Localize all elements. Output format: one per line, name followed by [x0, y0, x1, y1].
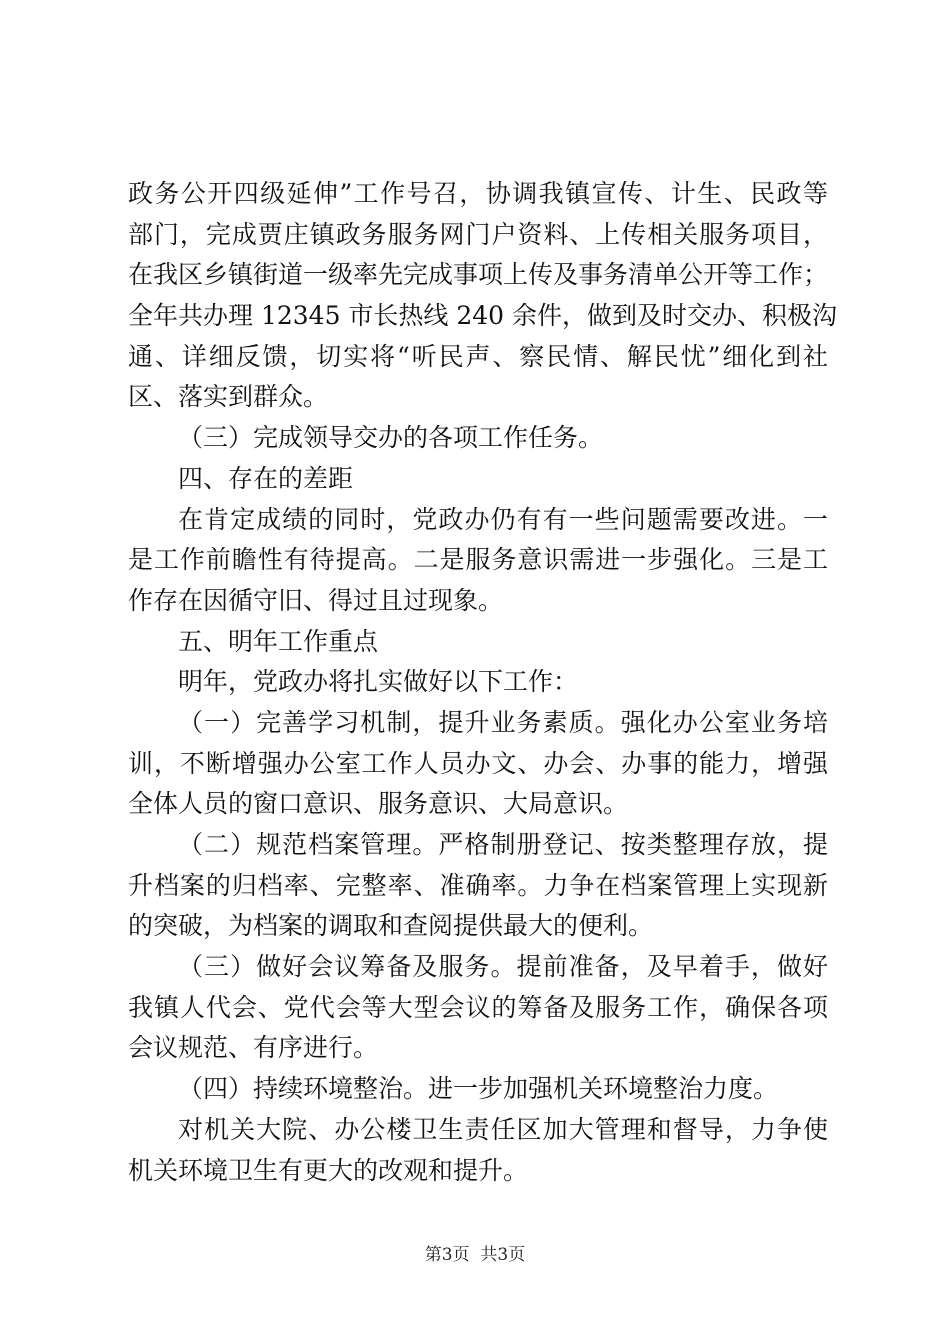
- text-line: 全年共办理 12345 市长热线 240 余件，做到及时交办、积极沟: [128, 301, 838, 331]
- text-line: 我镇人代会、党代会等大型会议的筹备及服务工作，确保各项: [128, 992, 828, 1022]
- text-line: （一）完善学习机制，提升业务素质。强化办公室业务培: [178, 707, 828, 737]
- text-line: 明年，党政办将扎实做好以下工作：: [178, 667, 579, 697]
- page-footer: 第3页 共3页: [424, 1245, 526, 1265]
- text-line: 在我区乡镇街道一级率先完成事项上传及事务清单公开等工作；: [128, 260, 829, 290]
- body-text: [128, 174, 838, 1191]
- text-line: （二）规范档案管理。严格制册登记、按类整理存放，提: [178, 830, 828, 859]
- text-line: 四、存在的差距: [178, 463, 354, 493]
- text-line: 对机关大院、办公楼卫生责任区加大管理和督导，力争使: [178, 1114, 828, 1144]
- text-line: 作存在因循守旧、得过且过现象。: [128, 585, 504, 615]
- text-line: 升档案的归档率、完整率、准确率。力争在档案管理上实现新: [128, 870, 828, 900]
- text-line: 部门，完成贾庄镇政务服务网门户资料、上传相关服务项目，: [128, 219, 828, 249]
- text-line: 的突破，为档案的调取和查阅提供最大的便利。: [128, 911, 654, 941]
- text-line: 在肯定成绩的同时，党政办仍有有一些问题需要改进。一: [178, 504, 828, 534]
- text-line: 全体人员的窗口意识、服务意识、大局意识。: [128, 789, 629, 819]
- text-line: 通、详细反馈，切实将“听民声、察民情、解民忧”细化到社: [128, 341, 828, 371]
- text-line: 区、落实到群众。: [128, 382, 329, 412]
- text-line: （三）做好会议筹备及服务。提前准备，及早着手，做好: [178, 952, 828, 982]
- text-line: 机关环境卫生有更大的改观和提升。: [128, 1155, 529, 1185]
- text-line: 五、明年工作重点: [178, 626, 379, 656]
- text-line: 是工作前瞻性有待提高。二是服务意识需进一步强化。三是工: [128, 545, 828, 575]
- text-line: （四）持续环境整治。进一步加强机关环境整治力度。: [178, 1074, 779, 1104]
- text-line: 政务公开四级延伸”工作号召，协调我镇宣传、计生、民政等: [128, 179, 828, 208]
- text-line: 训，不断增强办公室工作人员办文、办会、办事的能力，增强: [128, 748, 828, 778]
- text-line: （三）完成领导交办的各项工作任务。: [178, 423, 604, 453]
- text-line: 会议规范、有序进行。: [128, 1033, 379, 1063]
